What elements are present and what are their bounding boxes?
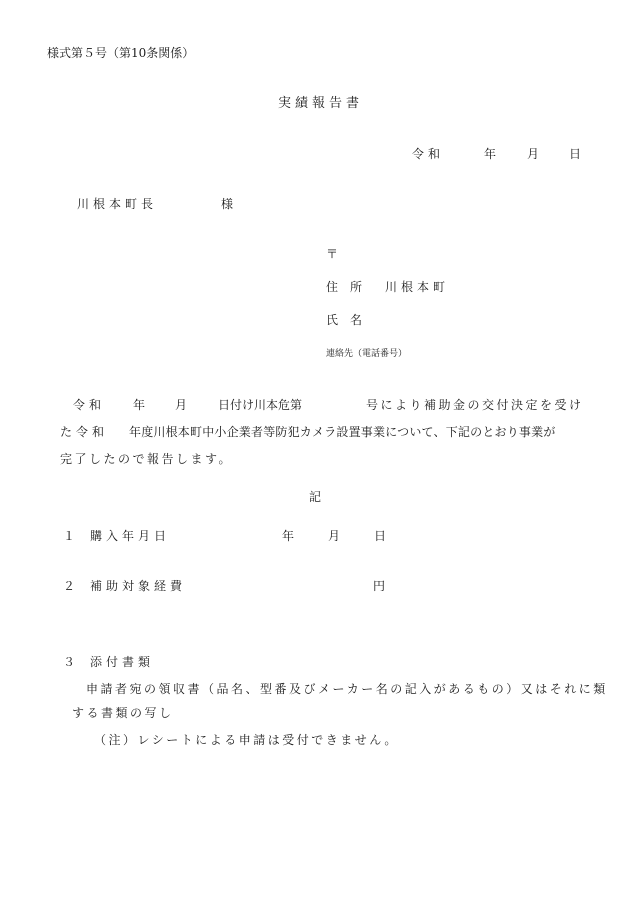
item-3-note: （注）レシートによる申請は受付できません。 xyxy=(94,733,399,747)
body-l1-era: 令和 xyxy=(73,398,106,412)
body-l2-rest: 年度川根本町中小企業者等防犯カメラ設置事業について、下記のとおり事業が xyxy=(129,425,556,439)
date-year: 年 xyxy=(484,147,497,161)
address-value: 川根本町 xyxy=(385,280,450,294)
document-title: 実績報告書 xyxy=(278,96,364,111)
item-1-month: 月 xyxy=(328,529,341,543)
item-3-desc-line1: 申請者宛の領収書（品名、型番及びメーカー名の記入があるもの）又はそれに類 xyxy=(86,682,608,696)
item-2-label: 補助対象経費 xyxy=(90,579,187,593)
item-1-year: 年 xyxy=(282,529,295,543)
name-label: 氏 名 xyxy=(326,313,363,327)
form-number: 様式第５号（第10条関係） xyxy=(47,46,195,60)
body-l3: 完了したので報告します。 xyxy=(60,452,234,466)
addressee-name: 川根本町長 xyxy=(77,197,158,211)
item-2-unit: 円 xyxy=(373,579,386,593)
body-l1-month: 月 xyxy=(175,398,188,412)
body-l2-prefix: た令和 xyxy=(60,425,109,439)
body-l1-rest: 号により補助金の交付決定を受け xyxy=(366,398,584,412)
item-3-desc-line2: する書類の写し xyxy=(72,706,174,720)
item-3-number: ３ xyxy=(63,655,76,669)
address-label: 住 所 xyxy=(326,280,363,294)
item-2-number: ２ xyxy=(63,579,76,593)
item-1-label: 購入年月日 xyxy=(90,529,171,543)
body-l1-year: 年 xyxy=(133,398,146,412)
addressee-honorific: 様 xyxy=(221,197,234,211)
date-day: 日 xyxy=(569,147,582,161)
contact-label: 連絡先（電話番号） xyxy=(326,349,408,359)
item-1-number: １ xyxy=(63,529,76,543)
date-month: 月 xyxy=(527,147,540,161)
postal-mark: 〒 xyxy=(326,247,339,261)
item-1-day: 日 xyxy=(374,529,387,543)
item-3-label: 添付書類 xyxy=(90,655,155,669)
body-l1-day-prefix: 日付け川本危第 xyxy=(218,398,303,412)
ki-heading: 記 xyxy=(309,490,322,504)
date-era: 令和 xyxy=(412,147,445,161)
